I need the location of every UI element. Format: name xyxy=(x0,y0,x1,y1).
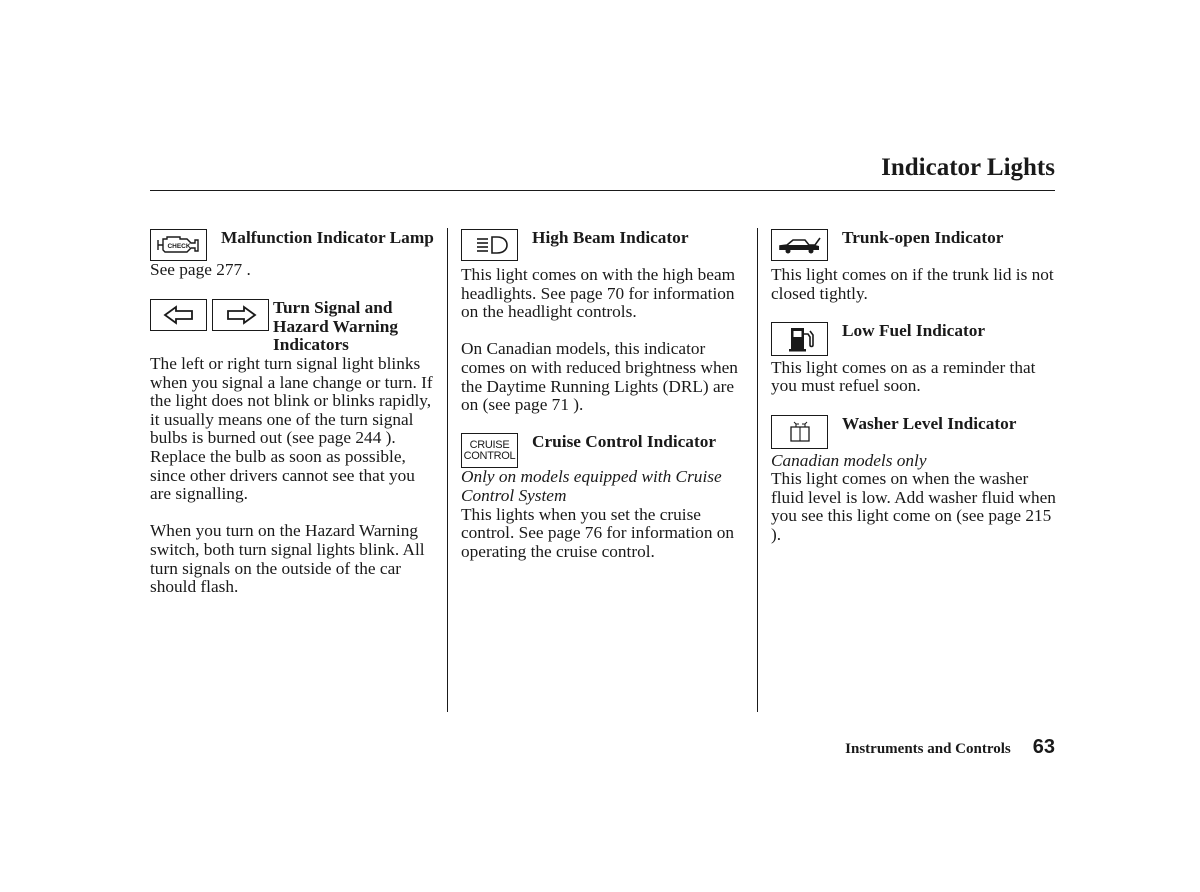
cruise-heading: Cruise Control Indicator xyxy=(532,432,717,452)
mil-text: See page 277 . xyxy=(150,260,251,279)
left-arrow-icon xyxy=(150,299,207,331)
cruise-control-icon: CRUISE CONTROL xyxy=(461,433,518,468)
turn-signal-text-2: When you turn on the Hazard Warning switch, both turn signal lights blink. All turn signals on the outside of the car should flash. xyxy=(150,521,425,597)
high-beam-heading: High Beam Indicator xyxy=(532,228,689,247)
washer-reservoir-icon xyxy=(771,415,828,449)
page-title: Indicator Lights xyxy=(881,154,1055,181)
fuel-text: This light comes on as a reminder that you must refuel soon. xyxy=(771,357,1036,396)
column-divider-2 xyxy=(757,228,758,712)
mil-heading: Malfunction Indicator Lamp xyxy=(221,228,434,247)
page-footer xyxy=(845,736,1055,759)
turn-signal-heading: Turn Signal and Hazard Warning Indicators xyxy=(273,298,398,355)
washer-indicator xyxy=(771,415,1061,449)
high-beam-icon xyxy=(461,229,518,261)
right-arrow-icon xyxy=(212,299,269,331)
turn-signal-text-1: The left or right turn signal light blinks when you signal a lane change or turn. If the light does not blink or blinks rapidly, it usually means one of the turn signal bulbs is burned out (see page 244 ). Replace the bulb as soon as possible, since other drivers cannot see that you are signalling. xyxy=(150,353,433,504)
column-3 xyxy=(771,229,1061,545)
fuel-heading: Low Fuel Indicator xyxy=(842,320,986,340)
high-beam-indicator xyxy=(461,229,751,261)
high-beam-text-1: This light comes on with the high beam headlights. See page 70 for information on the headlight controls. xyxy=(461,265,736,322)
high-beam-text-2: On Canadian models, this indicator comes on with reduced brightness when the Daytime Running Lights (DRL) are on (see page 71 ). xyxy=(461,339,738,415)
washer-note: Canadian models only xyxy=(771,450,927,470)
cruise-note: Only on models equipped with Cruise Control System xyxy=(461,467,722,505)
trunk-text: This light comes on if the trunk lid is not closed tightly. xyxy=(771,265,1054,303)
trunk-indicator xyxy=(771,229,1061,261)
svg-text:CHECK: CHECK xyxy=(166,243,191,250)
check-engine-icon xyxy=(150,229,207,261)
turn-signal-indicator xyxy=(150,299,440,355)
washer-heading: Washer Level Indicator xyxy=(842,413,1017,433)
cruise-indicator xyxy=(461,433,751,468)
column-2 xyxy=(461,229,751,561)
column-divider-1 xyxy=(447,228,448,712)
mil-indicator xyxy=(150,229,440,261)
cruise-text: This lights when you set the cruise control. See page 76 for information on operating the cruise control. xyxy=(461,504,735,561)
title-rule xyxy=(150,190,1055,191)
fuel-indicator xyxy=(771,322,1061,356)
page-number: 63 xyxy=(1032,736,1055,758)
trunk-open-icon xyxy=(771,229,828,261)
footer-section: Instruments and Controls xyxy=(845,741,1011,757)
fuel-pump-icon xyxy=(771,322,828,356)
trunk-heading: Trunk-open Indicator xyxy=(842,228,1004,247)
washer-text: This light comes on when the washer fluid level is low. Add washer fluid when you see this light come on (see page 215 ). xyxy=(771,469,1056,544)
column-1 xyxy=(150,229,440,597)
